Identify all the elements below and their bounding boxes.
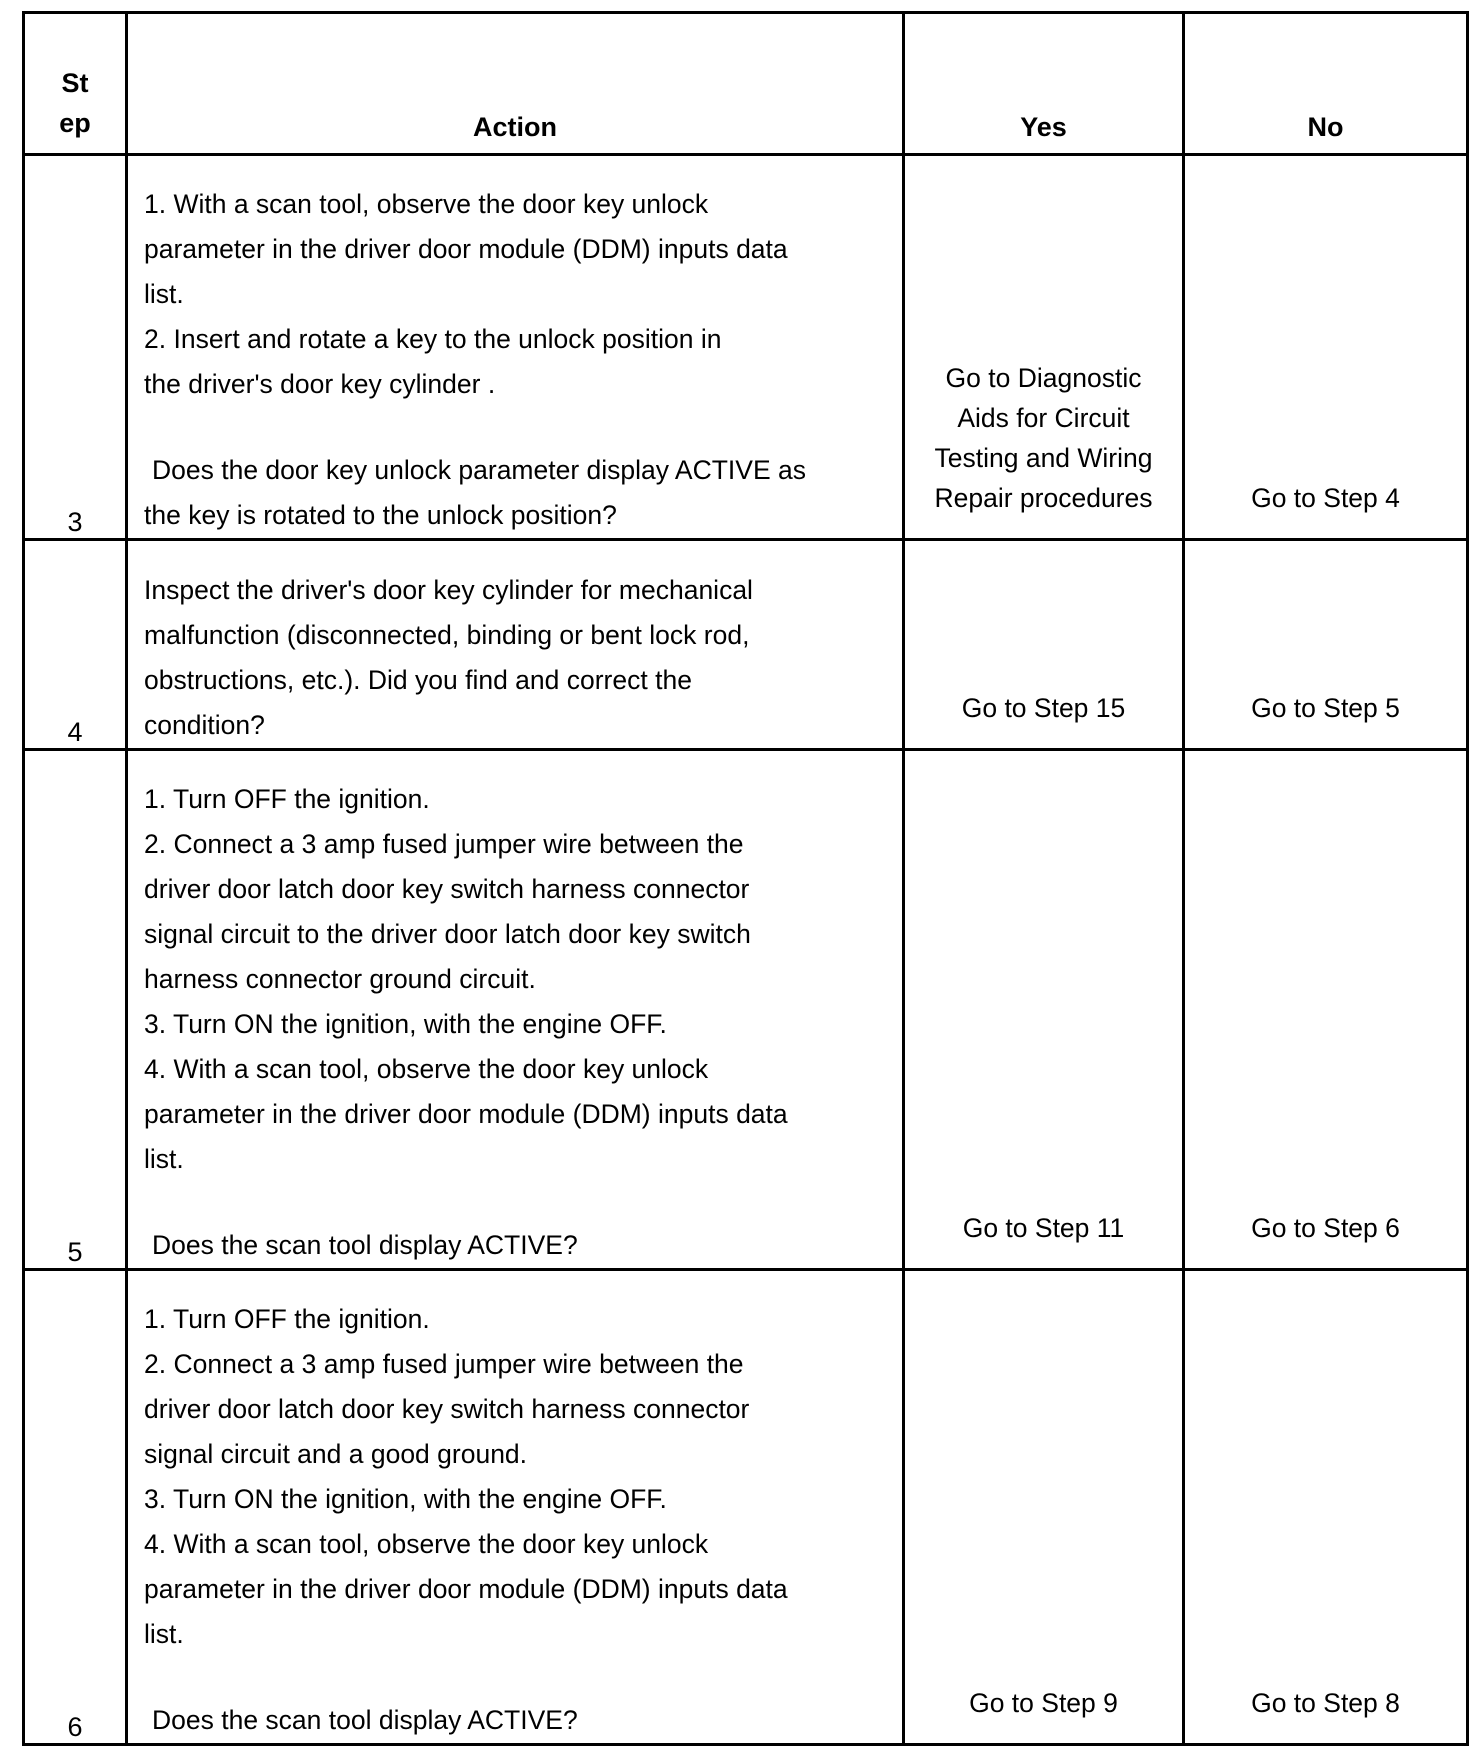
action-line: condition?: [144, 710, 265, 740]
action-question: Does the door key unlock parameter display ACTIVE as: [152, 455, 806, 485]
action-line: 4. With a scan tool, observe the door key unlock: [144, 1529, 709, 1559]
action-line: 4. With a scan tool, observe the door key unlock: [144, 1054, 709, 1084]
action-line: list.: [144, 279, 184, 309]
yes-result: Go to Step 15: [904, 540, 1184, 750]
action-line: signal circuit to the driver door latch door key switch: [144, 919, 751, 949]
step-number: 3: [24, 155, 127, 540]
action-line: 1. Turn OFF the ignition.: [144, 1304, 430, 1334]
step-number: 4: [24, 540, 127, 750]
yes-result-line: Aids for Circuit: [957, 403, 1130, 433]
action-question: the key is rotated to the unlock position?: [144, 500, 617, 530]
no-result: Go to Step 5: [1184, 540, 1468, 750]
action-line: 2. Insert and rotate a key to the unlock position in: [144, 324, 722, 354]
action-line: 2. Connect a 3 amp fused jumper wire between the: [144, 1349, 744, 1379]
action-line: parameter in the driver door module (DDM) inputs data: [144, 234, 788, 264]
action-line: harness connector ground circuit.: [144, 964, 536, 994]
action-line: list.: [144, 1619, 184, 1649]
action-question: Does the scan tool display ACTIVE?: [152, 1230, 578, 1260]
table-row: [24, 750, 1468, 1270]
action-line: the driver's door key cylinder .: [144, 369, 496, 399]
no-result: Go to Step 8: [1184, 1270, 1468, 1745]
action-line: malfunction (disconnected, binding or bent lock rod,: [144, 620, 750, 650]
action-line: 1. With a scan tool, observe the door key unlock: [144, 189, 709, 219]
action-cell: [127, 155, 904, 540]
yes-header: Yes: [904, 13, 1184, 155]
action-cell: [127, 540, 904, 750]
no-header: No: [1184, 13, 1468, 155]
action-line: driver door latch door key switch harness connector: [144, 1394, 750, 1424]
action-question: Does the scan tool display ACTIVE?: [152, 1705, 578, 1735]
action-line: parameter in the driver door module (DDM) inputs data: [144, 1099, 788, 1129]
action-line: 3. Turn ON the ignition, with the engine OFF.: [144, 1009, 667, 1039]
yes-result: Go to Step 9: [904, 1270, 1184, 1745]
no-result: Go to Step 4: [1184, 155, 1468, 540]
action-line: 3. Turn ON the ignition, with the engine OFF.: [144, 1484, 667, 1514]
yes-result-line: Testing and Wiring: [934, 443, 1153, 473]
table-row: [24, 540, 1468, 750]
no-result: Go to Step 6: [1184, 750, 1468, 1270]
action-line: obstructions, etc.). Did you find and correct the: [144, 665, 692, 695]
action-line: Inspect the driver's door key cylinder for mechanical: [144, 575, 753, 605]
action-line: parameter in the driver door module (DDM) inputs data: [144, 1574, 788, 1604]
yes-result: Go to Step 11: [904, 750, 1184, 1270]
table-row: [24, 155, 1468, 540]
action-cell: [127, 1270, 904, 1745]
step-header-line1: St: [61, 68, 89, 98]
action-line: 1. Turn OFF the ignition.: [144, 784, 430, 814]
action-line: 2. Connect a 3 amp fused jumper wire between the: [144, 829, 744, 859]
yes-result-line: Go to Diagnostic: [945, 363, 1142, 393]
yes-result-line: Repair procedures: [934, 483, 1153, 513]
action-line: signal circuit and a good ground.: [144, 1439, 528, 1469]
action-header: Action: [127, 13, 904, 155]
action-cell: [127, 750, 904, 1270]
diagnostic-table: [22, 11, 1469, 1746]
action-line: driver door latch door key switch harness connector: [144, 874, 750, 904]
yes-result: [904, 155, 1184, 540]
step-header-line2: ep: [59, 108, 91, 138]
step-number: 6: [24, 1270, 127, 1745]
action-line: list.: [144, 1144, 184, 1174]
step-header: [24, 13, 127, 155]
table-row: [24, 1270, 1468, 1745]
step-number: 5: [24, 750, 127, 1270]
header-row: [24, 13, 1468, 155]
